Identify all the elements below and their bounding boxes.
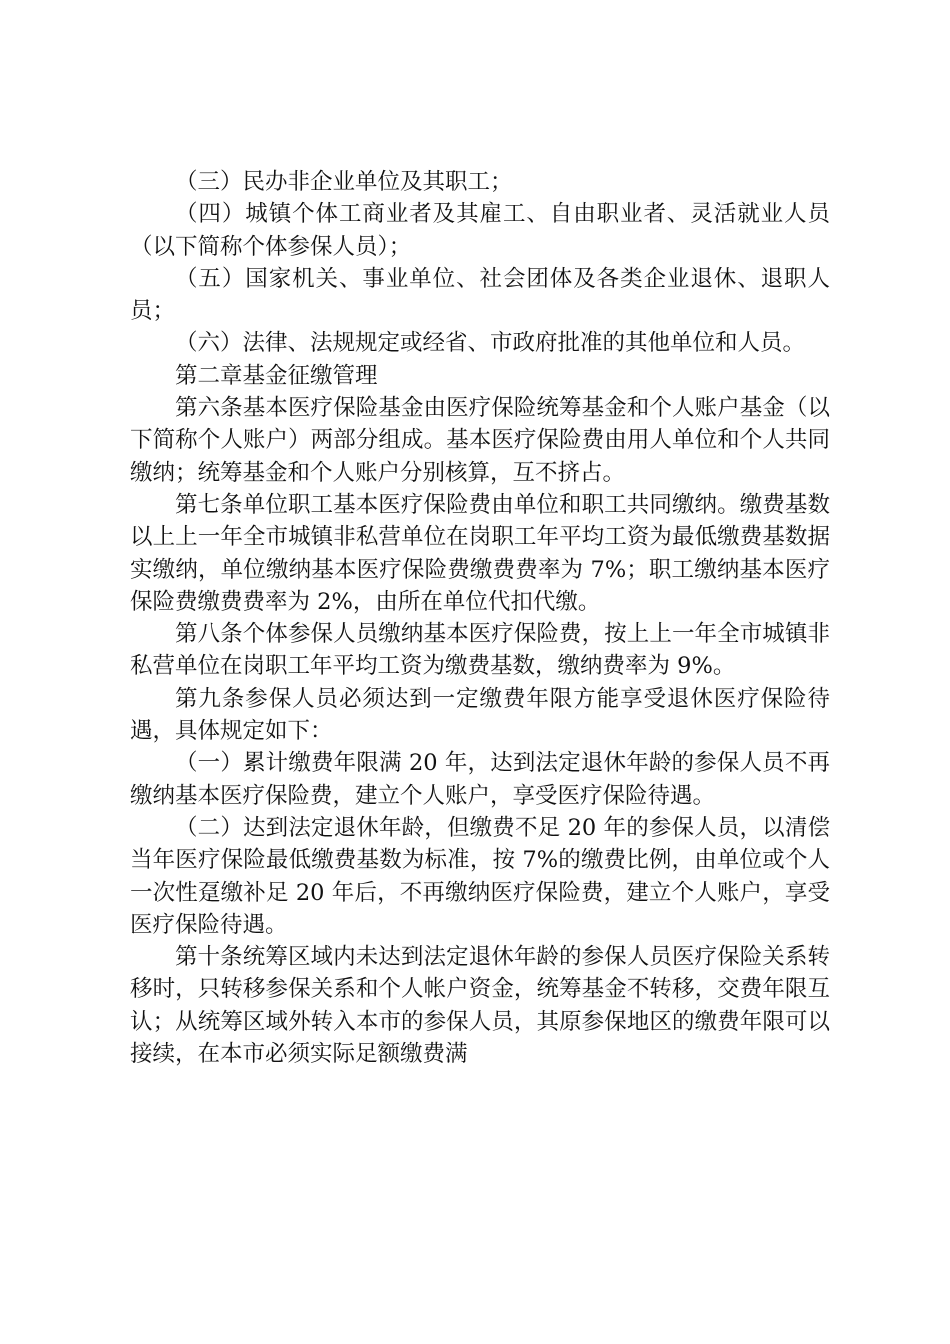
clause-3-paragraph: （三）民办非企业单位及其职工； [175, 169, 513, 195]
article-7-paragraph: 第七条单位职工基本医疗保险费由单位和职工共同缴纳。缴费基数以上上一年全市城镇非私营单位在岗职工年平均工资为最低缴费基数据实缴纳，单位缴纳基本医疗保险费缴费费率为 7%；职工缴纳基本医疗保险费缴费费率为 2%，由所在单位代扣代缴。 [130, 491, 830, 615]
article-9-item-2-paragraph: （二）达到法定退休年龄，但缴费不足 20 年的参保人员，以清偿当年医疗保险最低缴费基数为标准，按 7%的缴费比例，由单位或个人一次性趸缴补足 20 年后，不再缴纳医疗保险费，建立个人账户，享受医疗保险待遇。 [130, 814, 830, 938]
clause-4-paragraph: （四）城镇个体工商业者及其雇工、自由职业者、灵活就业人员（以下简称个体参保人员）； [130, 201, 830, 260]
article-10-paragraph: 第十条统筹区域内未达到法定退休年龄的参保人员医疗保险关系转移时，只转移参保关系和个人帐户资金，统筹基金不转移，交费年限互认；从统筹区域外转入本市的参保人员，其原参保地区的缴费年限可以接续，在本市必须实际足额缴费满 [130, 944, 830, 1068]
clause-5-paragraph: （五）国家机关、事业单位、社会团体及各类企业退休、退职人员； [130, 265, 830, 325]
chapter-2-heading: 第二章基金征缴管理 [175, 362, 378, 389]
article-6-paragraph: 第六条基本医疗保险基金由医疗保险统筹基金和个人账户基金（以下简称个人账户）两部分组成。基本医疗保险费由用人单位和个人共同缴纳；统筹基金和个人账户分别核算，互不挤占。 [130, 395, 830, 486]
article-9-paragraph: 第九条参保人员必须达到一定缴费年限方能享受退休医疗保险待遇，具体规定如下： [130, 685, 830, 745]
article-8-paragraph: 第八条个体参保人员缴纳基本医疗保险费，按上上一年全市城镇非私营单位在岗职工年平均工资为缴费基数，缴纳费率为 9%。 [130, 621, 830, 680]
clause-6-paragraph: （六）法律、法规规定或经省、市政府批准的其他单位和人员。 [175, 330, 806, 357]
document-body [130, 166, 830, 1070]
article-9-item-1-paragraph: （一）累计缴费年限满 20 年，达到法定退休年龄的参保人员不再缴纳基本医疗保险费，建立个人账户，享受医疗保险待遇。 [130, 750, 830, 809]
